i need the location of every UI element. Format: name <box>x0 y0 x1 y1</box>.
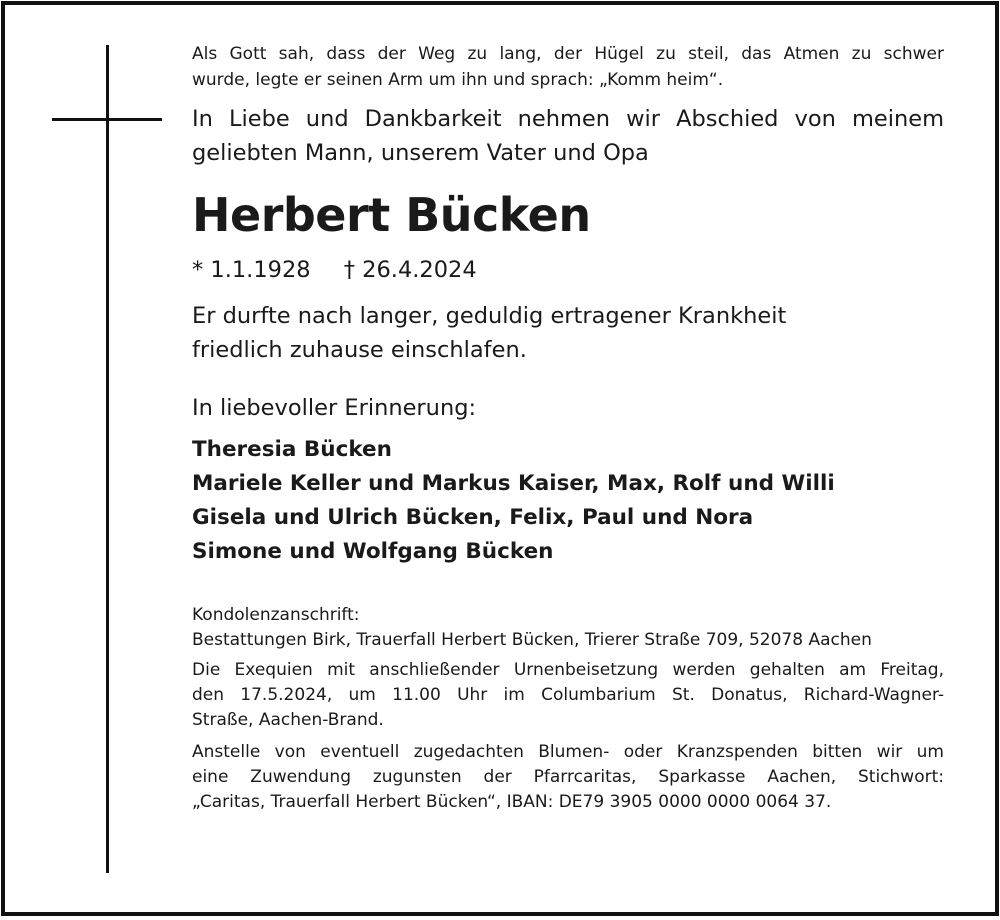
deceased-name: Herbert Bücken <box>192 188 591 242</box>
mourner-entry: Theresia Bücken <box>192 437 392 462</box>
cross-vertical-bar <box>106 45 109 873</box>
mourner-entry: Gisela und Ulrich Bücken, Felix, Paul und Nora <box>192 505 754 530</box>
condolence-address <box>192 603 944 653</box>
service-line: Straße, Aachen-Brand. <box>192 710 384 730</box>
death-date: † 26.4.2024 <box>343 257 477 283</box>
intro-line: In Liebe und Dankbarkeit nehmen wir Abschied von meinem <box>192 106 944 132</box>
mourner-entry: Mariele Keller und Markus Kaiser, Max, Rolf und Willi <box>192 471 835 496</box>
donation-line: Anstelle von eventuell zugedachten Blumen- oder Kranzspenden bitten wir um <box>192 742 944 762</box>
donation-line: eine Zuwendung zugunsten der Pfarrcaritas, Sparkasse Aachen, Stichwort: <box>192 767 944 787</box>
farewell-intro <box>192 102 944 170</box>
birth-date: * 1.1.1928 <box>192 257 311 283</box>
verse-line: wurde, legte er seinen Arm um ihn und sprach: „Komm heim“. <box>192 70 724 90</box>
obituary-notice <box>1 1 999 916</box>
life-dates <box>192 255 944 285</box>
verse-line: Als Gott sah, dass der Weg zu lang, der Hügel zu steil, das Atmen zu schwer <box>192 44 944 64</box>
memory-label: In liebevoller Erinnerung: <box>192 395 477 421</box>
service-line: Die Exequien mit anschließender Urnenbeisetzung werden gehalten am Freitag, <box>192 660 944 680</box>
mourners-list <box>192 433 944 569</box>
mourner-entry: Simone und Wolfgang Bücken <box>192 539 554 564</box>
condolence-label: Kondolenzanschrift: <box>192 605 360 625</box>
intro-line: geliebten Mann, unserem Vater und Opa <box>192 140 649 166</box>
condolence-address-line: Bestattungen Birk, Trauerfall Herbert Bücken, Trierer Straße 709, 52078 Aachen <box>192 630 872 650</box>
service-line: den 17.5.2024, um 11.00 Uhr im Columbarium St. Donatus, Richard-Wagner- <box>192 685 944 705</box>
funeral-service-info <box>192 658 944 733</box>
donation-line: „Caritas, Trauerfall Herbert Bücken“, IBAN: DE79 3905 0000 0000 0064 37. <box>192 792 832 812</box>
passing-statement <box>192 299 944 367</box>
notice-content <box>192 41 944 815</box>
cross-horizontal-bar <box>52 118 162 121</box>
verse <box>192 41 944 93</box>
passing-line: friedlich zuhause einschlafen. <box>192 337 527 363</box>
donation-request <box>192 740 944 815</box>
passing-line: Er durfte nach langer, geduldig ertragener Krankheit <box>192 303 787 329</box>
